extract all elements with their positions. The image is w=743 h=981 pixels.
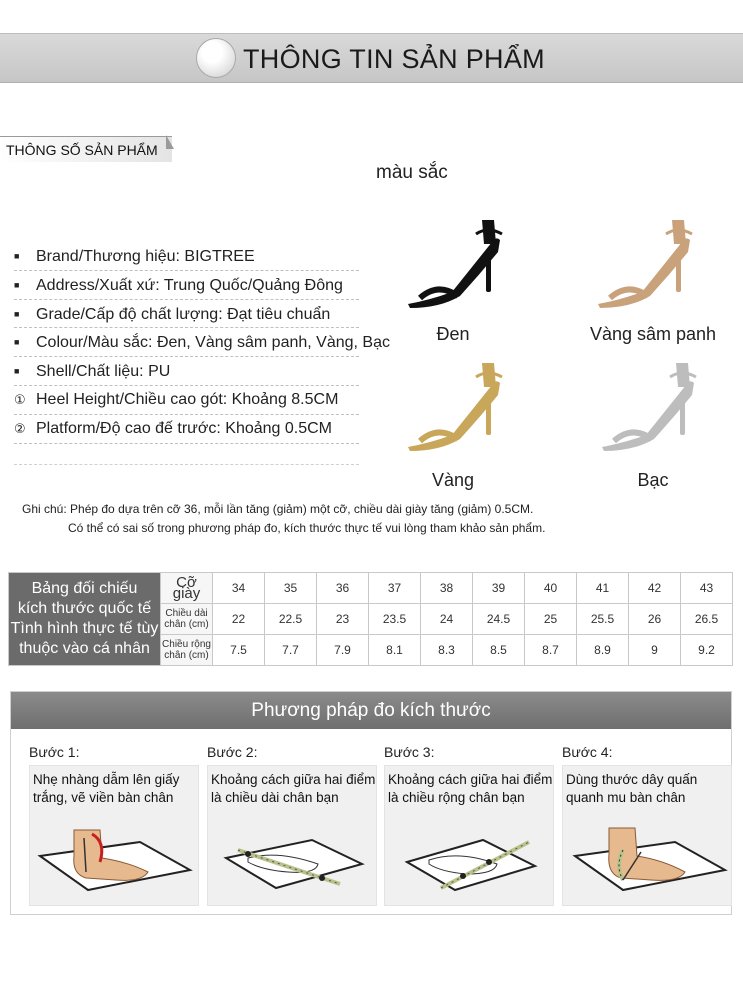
step-description [388, 771, 552, 807]
color-label-black: Đen [436, 324, 470, 344]
circled-two-icon: ② [14, 420, 26, 436]
spec-section-title: THÔNG SỐ SẢN PHẨM [6, 142, 158, 158]
row-label-foot-length: Chiều dài chân (cm) [161, 604, 213, 635]
sandal-icon [602, 363, 696, 451]
spec-item-grade [14, 300, 359, 329]
sandal-icon [408, 363, 502, 451]
step-number: Bước 3: [384, 744, 435, 760]
spec-item-address [14, 271, 359, 300]
measure-step-4 [562, 744, 732, 906]
table-cell: 43 [681, 573, 733, 604]
table-cell: 37 [369, 573, 421, 604]
color-label-gold: Vàng [431, 470, 475, 490]
row-label-size: Cỡ giày [161, 573, 213, 604]
spec-section-tab [0, 136, 172, 162]
step-line: Khoảng cách giữa hai điểm [211, 772, 376, 787]
step-line: là chiều dài chân bạn [211, 790, 339, 805]
step-description [211, 771, 375, 807]
step-number: Bước 1: [29, 744, 80, 760]
table-cell: 24.5 [473, 604, 525, 635]
table-cell: 23.5 [369, 604, 421, 635]
step-card [207, 765, 377, 906]
step-description [566, 771, 697, 807]
header-line: kích thước quốc tế [17, 600, 152, 617]
color-label-silver: Bạc [637, 470, 669, 490]
step-description [33, 771, 179, 807]
step-card [29, 765, 199, 906]
measure-step-1 [29, 744, 199, 906]
step-number: Bước 2: [207, 744, 258, 760]
circled-one-icon: ① [14, 391, 26, 407]
table-cell: 25.5 [577, 604, 629, 635]
spec-text: Grade/Cấp độ chất lượng: Đạt tiêu chuẩn [36, 305, 331, 323]
spec-text: Brand/Thương hiệu: BIGTREE [36, 248, 255, 265]
shoe-black-image[interactable] [400, 212, 510, 312]
step-card [384, 765, 554, 906]
step-line: Nhẹ nhàng dẫm lên giấy [33, 772, 180, 787]
step-number: Bước 4: [562, 744, 613, 760]
spec-item-material [14, 357, 359, 386]
table-cell: 26.5 [681, 604, 733, 635]
table-cell: 7.7 [265, 635, 317, 666]
table-cell: 42 [629, 573, 681, 604]
header-line: Tình hình thực tế tùy [10, 620, 159, 637]
shoe-silver-image[interactable] [594, 355, 704, 455]
spec-text: Colour/Màu sắc: Đen, Vàng sâm panh, Vàng, Bạc [36, 334, 390, 352]
tab-flag-icon [166, 135, 174, 149]
spec-list [14, 242, 390, 444]
step-line: quanh mu bàn chân [566, 790, 686, 805]
divider [14, 464, 359, 465]
table-cell: 35 [265, 573, 317, 604]
note-line-1: Ghi chú: Phép đo dựa trên cỡ 36, mỗi lần tăng (giảm) một cỡ, chiều dài giày tăng (giảm) 0.5CM. [22, 502, 534, 516]
measure-method-title: Phương pháp đo kích thước [11, 692, 731, 729]
table-cell: 41 [577, 573, 629, 604]
table-cell: 8.1 [369, 635, 421, 666]
table-cell: 9 [629, 635, 681, 666]
color-label-champagne: Vàng sâm panh [589, 324, 717, 344]
row-label-foot-width: Chiều rộng chân (cm) [161, 635, 213, 666]
step-line: Dùng thước dây quấn [566, 772, 698, 787]
header-line: Bảng đối chiếu [31, 580, 138, 597]
spec-text: Shell/Chất liệu: PU [36, 363, 171, 381]
table-cell: 8.5 [473, 635, 525, 666]
sandal-icon [408, 220, 502, 308]
note-line-2: Có thể có sai số trong phương pháp đo, kích thước thực tế vui lòng tham khảo sản phẩm. [68, 521, 546, 535]
step-card [562, 765, 732, 906]
table-cell: 25 [525, 604, 577, 635]
table-cell: 24 [421, 604, 473, 635]
table-cell: 7.5 [213, 635, 265, 666]
table-cell: 8.7 [525, 635, 577, 666]
table-cell: 26 [629, 604, 681, 635]
table-cell: 39 [473, 573, 525, 604]
measure-step-3 [384, 744, 554, 906]
foot-width-illustration [385, 806, 555, 906]
table-cell: 8.9 [577, 635, 629, 666]
table-cell: 9.2 [681, 635, 733, 666]
table-cell: 7.9 [317, 635, 369, 666]
table-cell: 34 [213, 573, 265, 604]
sandal-icon [598, 220, 692, 308]
foot-trace-illustration [30, 806, 200, 906]
header-line: thuộc vào cá nhân [19, 640, 150, 657]
page-title: THÔNG TIN SẢN PHẨM [243, 44, 545, 74]
step-line: là chiều rộng chân bạn [388, 790, 525, 805]
table-cell: 23 [317, 604, 369, 635]
spec-text: Heel Height/Chiều cao gót: Khoảng 8.5CM [36, 390, 339, 408]
spec-item-platform [14, 415, 359, 444]
step-line: Khoảng cách giữa hai điểm [388, 772, 553, 787]
step-line: trắng, vẽ viền bàn chân [33, 790, 174, 805]
table-cell: 38 [421, 573, 473, 604]
size-chart-table [8, 572, 733, 666]
shoe-gold-image[interactable] [400, 355, 510, 455]
spec-item-brand [14, 242, 359, 271]
measure-step-2 [207, 744, 377, 906]
measure-method-panel [10, 691, 732, 915]
color-section-title: màu sắc [376, 162, 448, 183]
square-bullet-icon: ■ [14, 308, 20, 319]
size-chart-header [9, 573, 161, 666]
measurement-note [22, 500, 545, 538]
square-bullet-icon: ■ [14, 279, 20, 290]
table-cell: 36 [317, 573, 369, 604]
spec-text: Address/Xuất xứ: Trung Quốc/Quảng Đông [36, 276, 343, 294]
table-cell: 22 [213, 604, 265, 635]
banner-circle-icon [196, 38, 236, 78]
square-bullet-icon: ■ [14, 337, 20, 348]
table-row [9, 573, 733, 604]
spec-item-colour [14, 328, 390, 357]
table-cell: 8.3 [421, 635, 473, 666]
table-cell: 40 [525, 573, 577, 604]
instep-measure-illustration [563, 806, 733, 906]
foot-length-illustration [208, 806, 378, 906]
shoe-champagne-image[interactable] [590, 212, 700, 312]
spec-text: Platform/Độ cao đế trước: Khoảng 0.5CM [36, 419, 332, 437]
spec-item-heel-height [14, 386, 359, 415]
square-bullet-icon: ■ [14, 366, 20, 377]
header-banner [0, 33, 743, 83]
square-bullet-icon: ■ [14, 251, 20, 261]
table-cell: 22.5 [265, 604, 317, 635]
